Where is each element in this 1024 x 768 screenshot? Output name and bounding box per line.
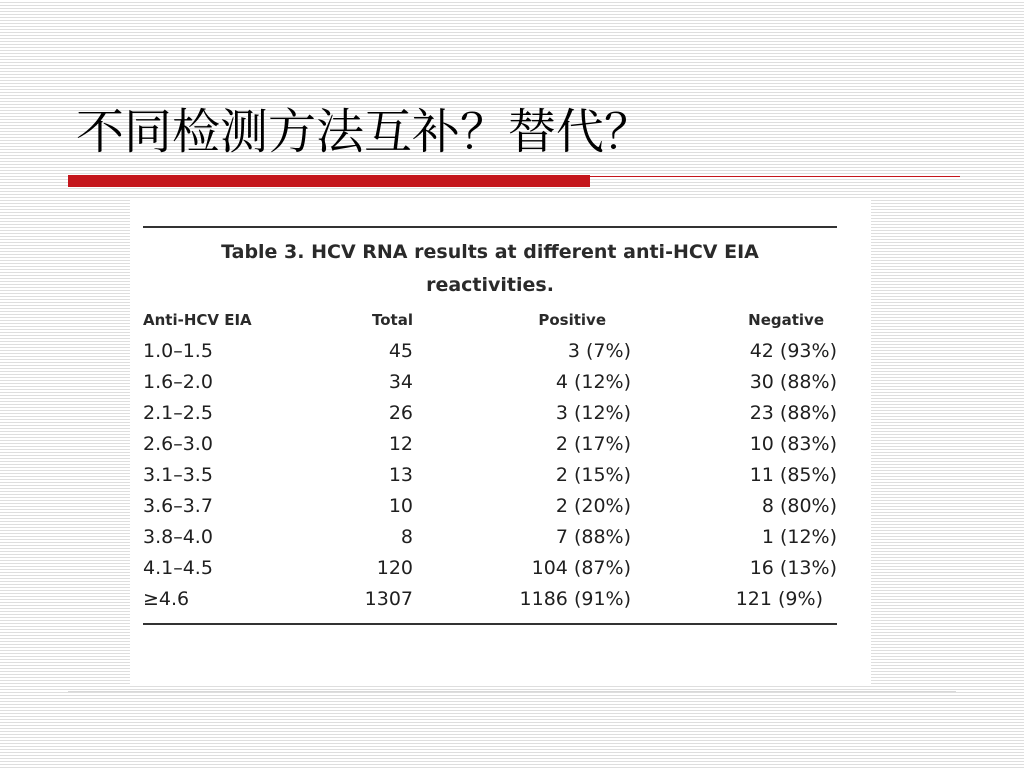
- table-bottom-rule: [143, 623, 837, 625]
- cell-eia-range: 2.6–3.0: [143, 432, 213, 455]
- cell-eia-range: 3.1–3.5: [143, 463, 213, 486]
- column-header-positive: Positive: [538, 311, 606, 329]
- cell-eia-range: 3.8–4.0: [143, 525, 213, 548]
- cell-negative: 10 (83%): [749, 432, 837, 455]
- cell-total: 26: [388, 401, 413, 424]
- cell-negative: 42 (93%): [749, 339, 837, 362]
- cell-positive: 2 (15%): [555, 463, 631, 486]
- table-header-row: [143, 305, 837, 335]
- cell-positive: 104 (87%): [531, 556, 631, 579]
- slide-title: 不同检测方法互补？替代？: [76, 104, 653, 160]
- title-underline-line: [590, 176, 960, 177]
- table-row: [143, 490, 837, 521]
- cell-eia-range: 3.6–3.7: [143, 494, 213, 517]
- table-row: [143, 366, 837, 397]
- cell-total: 8: [400, 525, 413, 548]
- table-figure: [130, 198, 871, 685]
- cell-eia-range: 4.1–4.5: [143, 556, 213, 579]
- cell-total: 1307: [364, 587, 413, 610]
- table-caption: [143, 236, 837, 302]
- cell-negative: 1 (12%): [761, 525, 837, 548]
- cell-total: 13: [388, 463, 413, 486]
- table-row: [143, 397, 837, 428]
- table-caption-line-2: reactivities.: [426, 274, 554, 296]
- table-caption-line-1: Table 3. HCV RNA results at different anti-HCV EIA: [221, 241, 759, 263]
- cell-positive: 2 (17%): [555, 432, 631, 455]
- cell-positive: 7 (88%): [555, 525, 631, 548]
- table-row: [143, 552, 837, 583]
- cell-negative: 11 (85%): [749, 463, 837, 486]
- cell-total: 10: [388, 494, 413, 517]
- cell-total: 34: [388, 370, 413, 393]
- column-header-total: Total: [372, 311, 413, 329]
- cell-eia-range: ≥4.6: [143, 587, 190, 610]
- title-underline-bar: [68, 175, 590, 187]
- cell-negative: 23 (88%): [749, 401, 837, 424]
- table-row: [143, 521, 837, 552]
- cell-eia-range: 1.6–2.0: [143, 370, 213, 393]
- cell-eia-range: 2.1–2.5: [143, 401, 213, 424]
- table-row: [143, 459, 837, 490]
- cell-total: 12: [388, 432, 413, 455]
- hcv-results-table: [143, 305, 837, 614]
- cell-negative: 8 (80%): [761, 494, 837, 517]
- cell-positive: 3 (12%): [555, 401, 631, 424]
- cell-positive: 1186 (91%): [519, 587, 631, 610]
- cell-negative: 16 (13%): [749, 556, 837, 579]
- cell-negative: 121 (9%): [735, 587, 823, 610]
- table-row: [143, 335, 837, 366]
- table-row: [143, 428, 837, 459]
- cell-total: 45: [388, 339, 413, 362]
- cell-eia-range: 1.0–1.5: [143, 339, 213, 362]
- column-header-anti-hcv-eia: Anti-HCV EIA: [143, 311, 252, 329]
- cell-negative: 30 (88%): [749, 370, 837, 393]
- table-row: [143, 583, 837, 614]
- cell-total: 120: [376, 556, 413, 579]
- column-header-negative: Negative: [748, 311, 824, 329]
- cell-positive: 3 (7%): [567, 339, 631, 362]
- footer-rule: [68, 691, 956, 692]
- table-top-rule: [143, 226, 837, 228]
- cell-positive: 4 (12%): [555, 370, 631, 393]
- cell-positive: 2 (20%): [555, 494, 631, 517]
